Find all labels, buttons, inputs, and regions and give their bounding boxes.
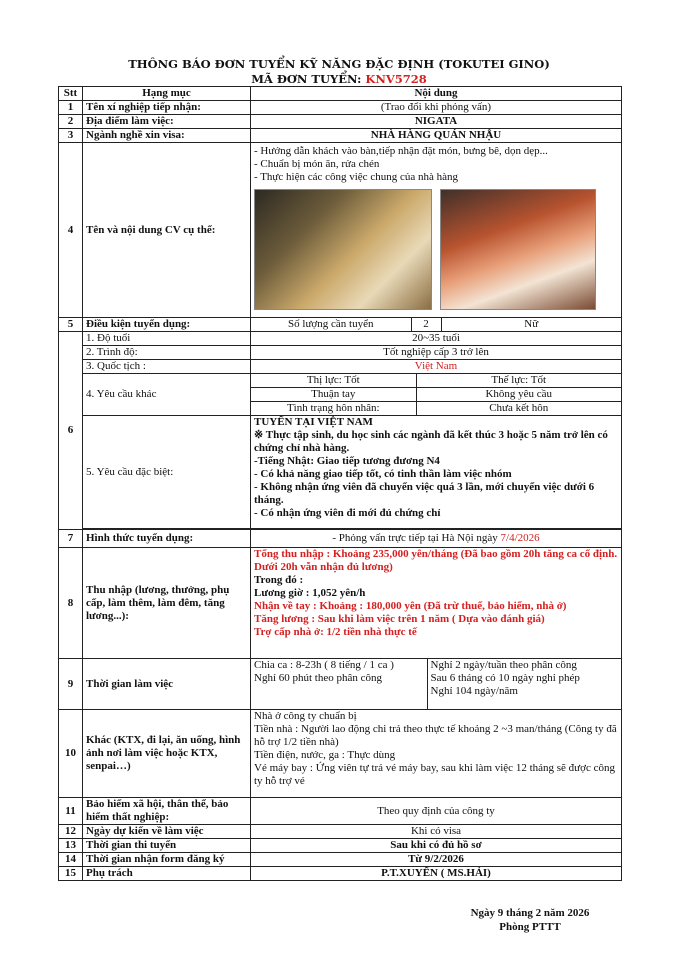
row-number: 5 — [59, 318, 83, 332]
shift-info — [251, 659, 427, 709]
job-line: - Thực hiện các công việc chung của nhà hàng — [254, 171, 458, 183]
row-label: Khác (KTX, đi lại, ăn uống, hình ảnh nơi làm việc hoặc KTX, senpai…) — [83, 710, 251, 798]
other-line: Nhà ở công ty chuẩn bị — [254, 710, 357, 722]
marital-label: Tình trạng hôn nhân: — [251, 402, 416, 416]
table-row — [59, 798, 622, 825]
photo-seafood-platter — [440, 189, 596, 310]
row-value: Khi có visa — [251, 825, 622, 839]
row-label: Bảo hiểm xã hội, thân thể, bảo hiểm thất nghiệp: — [83, 798, 251, 825]
row-value: Theo quy định của công ty — [251, 798, 622, 825]
row-label: Địa điểm làm việc: — [83, 115, 251, 129]
interview-text: - Phỏng vấn trực tiếp tại Hà Nội ngày — [332, 532, 498, 544]
table-row — [59, 101, 622, 115]
hiring-conditions — [251, 318, 622, 332]
other-line: Tiền điện, nước, ga : Thực dùng — [254, 749, 396, 761]
header-category: Hạng mục — [83, 87, 251, 101]
row-label: Điều kiện tuyển dụng: — [83, 318, 251, 332]
row-number: 12 — [59, 825, 83, 839]
table-row — [59, 853, 622, 867]
row-number: 8 — [59, 548, 83, 659]
row-label: Thời gian làm việc — [83, 659, 251, 710]
days-off-line: Nghỉ 2 ngày/tuần theo phân công — [430, 659, 577, 671]
row-value: (Trao đổi khi phỏng vấn) — [251, 101, 622, 115]
annual-off-line: Nghỉ 104 ngày/năm — [430, 685, 518, 697]
working-hours — [251, 659, 622, 710]
row-label: Ngành nghề xin visa: — [83, 129, 251, 143]
row-number: 2 — [59, 115, 83, 129]
document-title: THÔNG BÁO ĐƠN TUYỂN KỸ NĂNG ĐẶC ĐỊNH (TOKUTEI GINO) — [128, 57, 550, 71]
handedness-label: Thuận tay — [251, 388, 416, 402]
table-row — [59, 374, 622, 416]
special-line: TUYỂN TẠI VIỆT NAM — [254, 416, 373, 428]
quantity-value: 2 — [411, 318, 441, 331]
housing-allowance: Trợ cấp nhà ở: 1/2 tiền nhà thực tế — [254, 626, 417, 638]
row-number: 6 — [59, 332, 83, 530]
special-line: - Không nhận ứng viên đã chuyển việc quá 3 lần, mới chuyển việc dưới 6 tháng. — [254, 481, 595, 506]
age-label: 1. Độ tuổi — [83, 332, 251, 346]
row-label: Hình thức tuyển dụng: — [83, 530, 251, 548]
row-number: 7 — [59, 530, 83, 548]
row-value: P.T.XUYẾN ( MS.HẢI) — [251, 867, 622, 881]
row-value: NHÀ HÀNG QUÁN NHẬU — [251, 129, 622, 143]
nationality-label: 3. Quốc tịch : — [83, 360, 251, 374]
other-info — [251, 710, 622, 798]
special-requirements — [251, 416, 622, 529]
table-row — [59, 318, 622, 332]
row-number: 15 — [59, 867, 83, 881]
other-requirements-label: 4. Yêu cầu khác — [83, 374, 251, 416]
special-line: - Có khả năng giao tiếp tốt, có tinh thần làm việc nhóm — [254, 468, 512, 480]
order-code-value: KNV5728 — [365, 72, 427, 86]
other-requirements — [251, 374, 622, 416]
table-header-row — [59, 87, 622, 101]
marital-value: Chưa kết hôn — [489, 402, 549, 414]
vision-value: Thị lực: Tốt — [251, 374, 416, 388]
other-line: Vé máy bay : Ứng viên tự trả vé máy bay, sau khi làm việc 12 tháng sẽ được công ty hỗ trợ vé — [254, 762, 615, 787]
shift-line: Chia ca : 8-23h ( 8 tiếng / 1 ca ) — [254, 659, 394, 671]
table-row — [59, 825, 622, 839]
row-label: Phụ trách — [83, 867, 251, 881]
education-value: Tốt nghiệp cấp 3 trở lên — [251, 346, 622, 360]
days-off-info — [427, 659, 621, 709]
row-label: Tên và nội dung CV cụ thể: — [83, 143, 251, 318]
other-line: Tiền nhà : Người lao động chi trả theo thực tế khoảng 2 ~3 man/tháng (Công ty đã hỗ trợ 1/2 tiền nhà) — [254, 723, 617, 748]
table-row — [59, 143, 622, 318]
total-income: Tổng thu nhập : Khoảng 235,000 yên/tháng (Đã bao gồm 20h tăng ca cố định. Dưới 20h vẫn nhận đủ lương) — [254, 548, 618, 573]
job-description — [251, 143, 622, 318]
age-value: 20~35 tuổi — [251, 332, 622, 346]
row-number: 3 — [59, 129, 83, 143]
table-row — [59, 659, 622, 710]
row-label: Thời gian nhận form đăng ký — [83, 853, 251, 867]
gender-value: Nữ — [524, 318, 539, 330]
row-value: Từ 9/2/2026 — [251, 853, 622, 867]
special-line: -Tiếng Nhật: Giao tiếp tương đương N4 — [254, 455, 440, 467]
fitness-value: Thể lực: Tốt — [416, 374, 621, 388]
table-row — [59, 332, 622, 346]
order-code-label: MÃ ĐƠN TUYỂN: — [251, 72, 362, 86]
header-stt: Stt — [59, 87, 83, 101]
row-number: 1 — [59, 101, 83, 115]
income-details — [251, 548, 622, 659]
table-row — [59, 129, 622, 143]
table-row — [59, 346, 622, 360]
row-value: NIGATA — [251, 115, 622, 129]
row-label: Thu nhập (lương, thưởng, phụ cấp, làm thêm, làm đêm, tăng lương...): — [83, 548, 251, 659]
row-label: Tên xí nghiệp tiếp nhận: — [83, 101, 251, 115]
photo-sake-bottles-food — [254, 189, 432, 310]
leave-line: Sau 6 tháng có 10 ngày nghỉ phép — [430, 672, 580, 684]
special-line: - Có nhận ứng viên đi mới đủ chứng chỉ — [254, 507, 441, 519]
nationality-value: Việt Nam — [251, 360, 622, 374]
handedness-value: Không yêu cầu — [416, 388, 621, 402]
row-number: 9 — [59, 659, 83, 710]
special-line: ※ Thực tập sinh, du học sinh các ngành đã kết thúc 3 hoặc 5 năm trở lên có chứng chỉ nhà hàng. — [254, 429, 608, 454]
row-number: 13 — [59, 839, 83, 853]
job-line: - Hướng dẫn khách vào bàn,tiếp nhận đặt món, bưng bê, dọn dẹp... — [254, 145, 548, 157]
quantity-label: Số lượng cần tuyển — [251, 318, 411, 331]
table-row — [59, 360, 622, 374]
income-breakdown-label: Trong đó : — [254, 574, 304, 586]
table-row — [59, 548, 622, 659]
recruitment-table — [58, 86, 622, 881]
table-row — [59, 115, 622, 129]
row-number: 14 — [59, 853, 83, 867]
table-row — [59, 867, 622, 881]
table-row — [59, 530, 622, 548]
net-income: Nhận về tay : Khoảng : 180,000 yên (Đã trừ thuế, bảo hiểm, nhà ở) — [254, 600, 567, 612]
special-requirements-label: 5. Yêu cầu đặc biệt: — [83, 416, 251, 529]
table-row — [59, 416, 622, 529]
row-number: 10 — [59, 710, 83, 798]
table-row — [59, 839, 622, 853]
hourly-wage: Lương giờ : 1,052 yên/h — [254, 587, 366, 599]
break-line: Nghỉ 60 phút theo phân công — [254, 672, 383, 684]
row-value: Sau khi có đủ hồ sơ — [251, 839, 622, 853]
footer-department: Phòng PTTT — [499, 921, 561, 933]
interview-info — [251, 530, 622, 548]
footer-date: Ngày 9 tháng 2 năm 2026 — [470, 907, 590, 919]
row-number: 4 — [59, 143, 83, 318]
interview-date: 7/4/2026 — [500, 532, 540, 544]
row-label: Thời gian thi tuyển — [83, 839, 251, 853]
job-line: - Chuẩn bị món ăn, rửa chén — [254, 158, 380, 170]
row-label: Ngày dự kiến về làm việc — [83, 825, 251, 839]
header-content: Nội dung — [251, 87, 622, 101]
education-label: 2. Trình độ: — [83, 346, 251, 360]
table-row — [59, 710, 622, 798]
row-number: 11 — [59, 798, 83, 825]
order-code-line — [0, 72, 678, 86]
raise-info: Tăng lương : Sau khi làm việc trên 1 năm ( Dựa vào đánh giá) — [254, 613, 545, 625]
photo-strip — [254, 189, 618, 310]
